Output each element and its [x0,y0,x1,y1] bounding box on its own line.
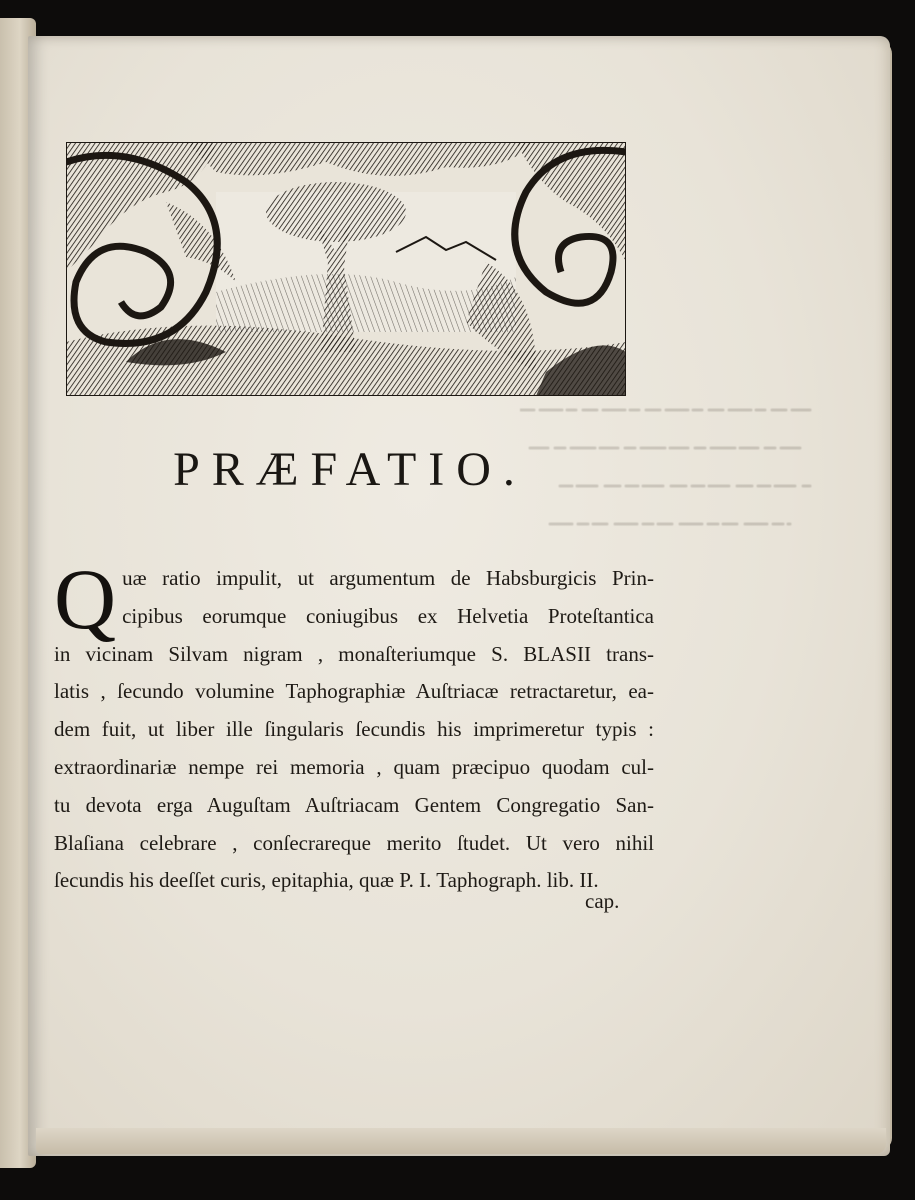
page-title: PRÆFATIO. [173,443,527,496]
text-line: Blaſiana celebrare , conſecrareque merito ſtudet. Ut vero nihil [54,830,654,855]
catchword: cap. [585,889,620,913]
drop-cap: Q [54,551,117,647]
text-line: dem fuit, ut liber ille ſingularis ſecundis his imprimeretur typis : [54,717,654,742]
text-line: uæ ratio impulit, ut argumentum de Habsburgicis Prin- [122,566,654,590]
text-line: in vicinam Silvam nigram , monaſteriumque S. BLASII trans- [54,641,654,666]
text-line: ſecundis his deeſſet curis, epitaphia, quæ P. I. Taphograph. lib. II. [54,868,599,893]
text-line: cipibus eorumque coniugibus ex Helvetia Proteſtantica [122,603,654,628]
text-line: tu devota erga Auguſtam Auſtriacam Gentem Congregatio San- [54,792,654,817]
text-line: latis , ſecundo volumine Taphographiæ Auſtriacæ retractaretur, ea- [54,679,654,704]
page-bottom-edge [36,1128,886,1154]
woodcut-headpiece [66,142,626,396]
preface-body [54,551,654,900]
text-line: extraordinariæ nempe rei memoria , quam præcipuo quodam cul- [54,754,654,779]
